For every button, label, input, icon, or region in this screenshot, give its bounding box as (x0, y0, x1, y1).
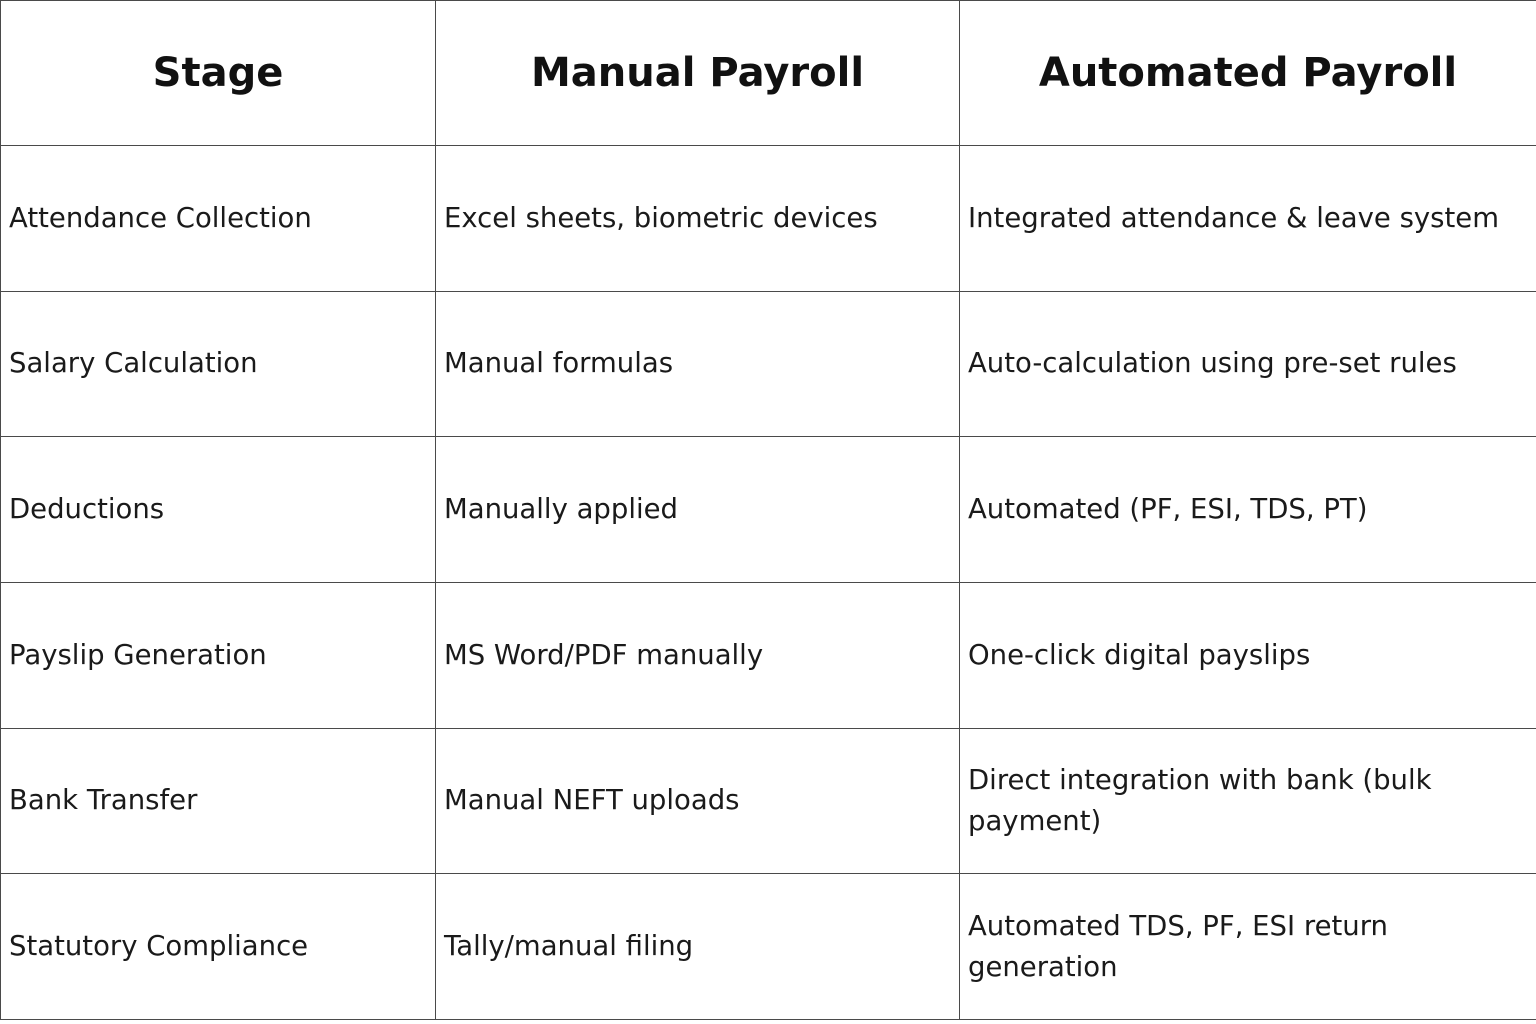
stage-cell: Payslip Generation (1, 582, 436, 728)
manual-payroll-cell: Manually applied (436, 437, 960, 583)
table-row (1, 582, 1536, 728)
stage-cell: Deductions (1, 437, 436, 583)
automated-payroll-cell: One-click digital payslips (960, 582, 1536, 728)
header-manual-payroll: Manual Payroll (436, 1, 960, 146)
automated-payroll-cell: Automated (PF, ESI, TDS, PT) (960, 437, 1536, 583)
stage-cell: Statutory Compliance (1, 874, 436, 1020)
automated-payroll-cell: Direct integration with bank (bulk payment) (960, 728, 1536, 874)
automated-payroll-cell: Auto-calculation using pre-set rules (960, 291, 1536, 437)
table-row (1, 146, 1536, 292)
table-row (1, 874, 1536, 1020)
stage-cell: Attendance Collection (1, 146, 436, 292)
manual-payroll-cell: MS Word/PDF manually (436, 582, 960, 728)
table-row (1, 728, 1536, 874)
table-row (1, 291, 1536, 437)
manual-payroll-cell: Manual formulas (436, 291, 960, 437)
table-row (1, 437, 1536, 583)
header-automated-payroll: Automated Payroll (960, 1, 1536, 146)
manual-payroll-cell: Excel sheets, biometric devices (436, 146, 960, 292)
manual-payroll-cell: Manual NEFT uploads (436, 728, 960, 874)
stage-cell: Salary Calculation (1, 291, 436, 437)
header-stage: Stage (1, 1, 436, 146)
automated-payroll-cell: Integrated attendance & leave system (960, 146, 1536, 292)
manual-payroll-cell: Tally/manual filing (436, 874, 960, 1020)
table-header-row (1, 1, 1536, 146)
automated-payroll-cell: Automated TDS, PF, ESI return generation (960, 874, 1536, 1020)
stage-cell: Bank Transfer (1, 728, 436, 874)
